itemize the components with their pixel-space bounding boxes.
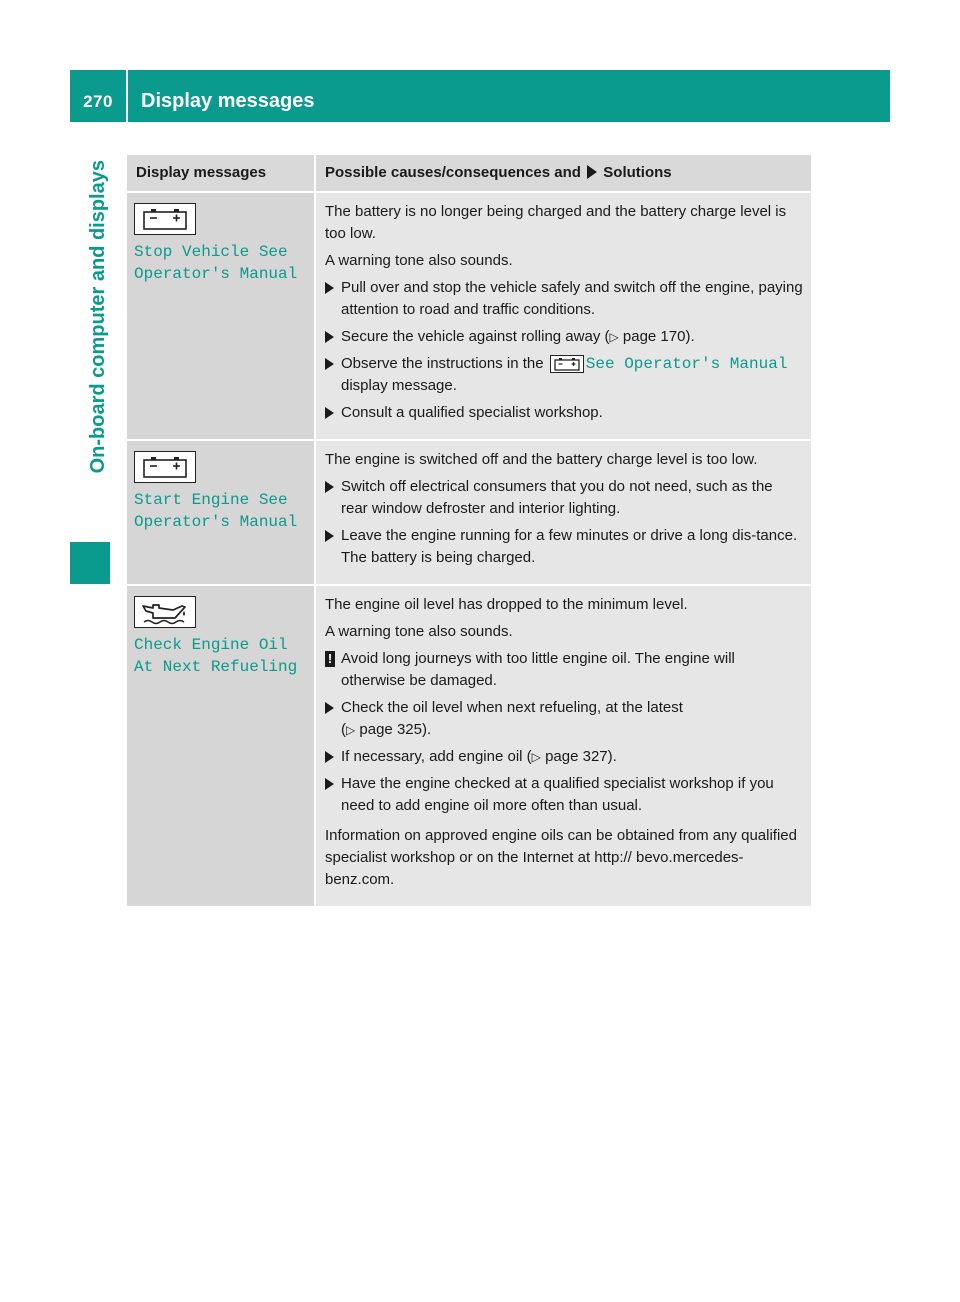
step-text: If necessary, add engine oil ( bbox=[341, 748, 532, 765]
cause-text: A warning tone also sounds. bbox=[325, 252, 513, 269]
battery-icon bbox=[134, 203, 196, 235]
warning-note bbox=[325, 648, 803, 692]
arrow-icon bbox=[325, 702, 334, 714]
page-ref[interactable]: page 170). bbox=[622, 328, 695, 345]
solution-step bbox=[325, 746, 803, 768]
battery-icon bbox=[550, 355, 584, 373]
step-text: Pull over and stop the vehicle safely and switch off the engine, paying attention to road and traffic conditions. bbox=[341, 279, 803, 318]
warning-icon: ! bbox=[325, 651, 335, 667]
display-message-line: Operator's Manual bbox=[134, 265, 298, 283]
display-message-line: At Next Refueling bbox=[134, 658, 298, 676]
solution-cell bbox=[315, 585, 811, 906]
solution-step: Check the oil level when next refueling, at the latest (▷ page 325). bbox=[325, 697, 803, 741]
arrow-icon bbox=[325, 778, 334, 790]
side-tab-block bbox=[70, 542, 110, 584]
display-message-line: Stop Vehicle See bbox=[134, 243, 288, 261]
message-cell bbox=[127, 192, 315, 440]
cause-text: A warning tone also sounds. bbox=[325, 623, 513, 640]
side-tab-label: On-board computer and displays bbox=[87, 160, 109, 474]
page-ref[interactable]: page 325). bbox=[359, 721, 432, 738]
cause-text: The battery is no longer being charged and the battery charge level is too low. bbox=[325, 203, 787, 242]
solution-step bbox=[325, 525, 803, 569]
message-cell bbox=[127, 440, 315, 585]
cause-text: The engine is switched off and the battery charge level is too low. bbox=[325, 451, 758, 468]
display-messages-table bbox=[127, 155, 811, 906]
step-text: Have the engine checked at a qualified specialist workshop if you need to add engine oil more often than usual. bbox=[341, 775, 774, 814]
arrow-icon bbox=[325, 282, 334, 294]
table-row bbox=[127, 440, 811, 585]
step-text: Secure the vehicle against rolling away ( bbox=[341, 328, 610, 345]
page-ref-icon: ▷ bbox=[609, 330, 619, 344]
page-ref[interactable]: page 327). bbox=[545, 748, 617, 765]
cause-text: The engine oil level has dropped to the minimum level. bbox=[325, 596, 688, 613]
solution-step bbox=[325, 402, 803, 424]
page-ref-icon: ▷ bbox=[346, 723, 356, 737]
display-message-line: Check Engine Oil bbox=[134, 636, 288, 654]
solution-step bbox=[325, 326, 803, 348]
warning-text: Avoid long journeys with too little engine oil. The engine will otherwise be damaged. bbox=[341, 650, 735, 689]
column-header-solutions bbox=[315, 155, 811, 192]
step-text: Check the oil level when next refueling, at the latest bbox=[341, 699, 683, 716]
arrow-icon bbox=[325, 358, 334, 370]
arrow-icon bbox=[587, 165, 597, 179]
page-title: Display messages bbox=[141, 90, 315, 112]
solution-step bbox=[325, 277, 803, 321]
header-divider bbox=[126, 70, 128, 122]
step-text: Switch off electrical consumers that you do not need, such as the rear window defroster and interior lighting. bbox=[341, 478, 773, 517]
solution-step bbox=[325, 476, 803, 520]
step-text: The battery is being charged. bbox=[341, 549, 536, 566]
column-header-solutions-pre: Possible causes/consequences and bbox=[325, 164, 581, 181]
display-message-ref: See Operator's Manual bbox=[585, 355, 788, 373]
step-text: Leave the engine running for a few minutes or drive a long dis-tance. bbox=[341, 527, 798, 544]
arrow-icon bbox=[325, 331, 334, 343]
display-message-line: Start Engine See bbox=[134, 491, 288, 509]
arrow-icon bbox=[325, 407, 334, 419]
solution-cell bbox=[315, 192, 811, 440]
arrow-icon bbox=[325, 751, 334, 763]
step-text: Observe the instructions in the bbox=[341, 355, 544, 372]
oil-can-icon bbox=[134, 596, 196, 628]
info-text: Information on approved engine oils can be obtained from any qualified specialist workshop or on the Internet at http:// bevo.mercedes-benz.com. bbox=[325, 827, 797, 888]
message-cell bbox=[127, 585, 315, 906]
table-row bbox=[127, 192, 811, 440]
column-header-messages: Display messages bbox=[127, 155, 315, 192]
solution-cell bbox=[315, 440, 811, 585]
page-ref-icon: ▷ bbox=[531, 750, 541, 764]
solution-step bbox=[325, 353, 803, 397]
step-text: display message. bbox=[341, 377, 457, 394]
arrow-icon bbox=[325, 530, 334, 542]
table-row bbox=[127, 585, 811, 906]
table-header-row bbox=[127, 155, 811, 192]
arrow-icon bbox=[325, 481, 334, 493]
solution-step bbox=[325, 773, 803, 817]
display-message-line: Operator's Manual bbox=[134, 513, 298, 531]
step-text: Consult a qualified specialist workshop. bbox=[341, 404, 603, 421]
column-header-solutions-post: Solutions bbox=[603, 164, 672, 181]
battery-icon bbox=[134, 451, 196, 483]
page-number: 270 bbox=[83, 92, 113, 111]
